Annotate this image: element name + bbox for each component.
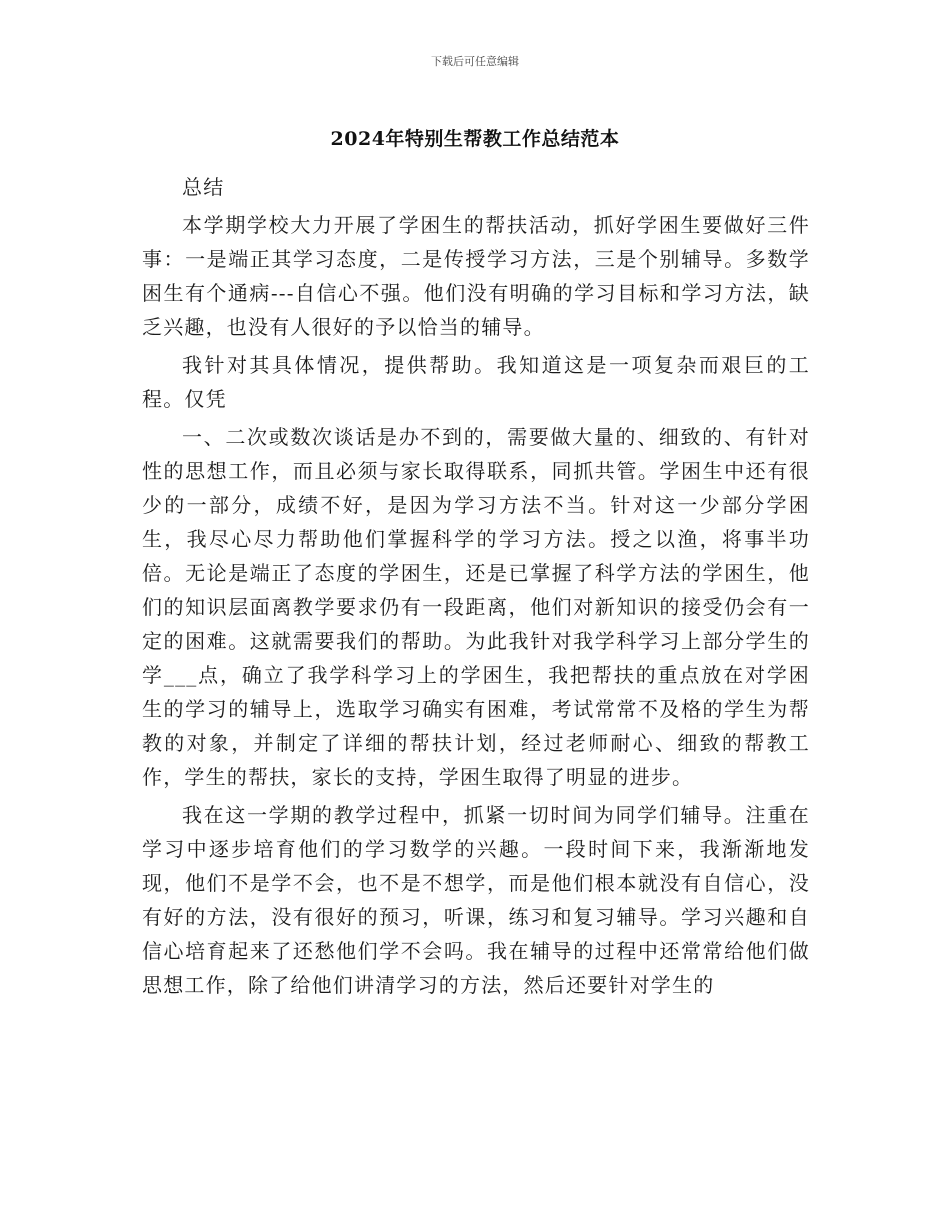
paragraph-3: 一、二次或数次谈话是办不到的，需要做大量的、细致的、有针对性的思想工作，而且必须与家长取得联系，同抓共管。学困生中还有很少的一部分，成绩不好，是因为学习方法不当。针对这一少部分学困生，我尽心尽力帮助他们掌握科学的学习方法。授之以渔，将事半功倍。无论是端正了态度的学困生，还是已掌握了科学方法的学困生，他们的知识层面离教学要求仍有一段距离，他们对新知识的接受仍会有一定的困难。这就需要我们的帮助。为此我针对我学科学习上部分学生的学___点，确立了我学科学习上的学困生，我把帮扶的重点放在对学困生的学习的辅导上，选取学习确实有困难，考试常常不及格的学生为帮教的对象，并制定了详细的帮扶计划，经过老师耐心、细致的帮教工作，学生的帮扶，家长的支持，学困生取得了明显的进步。 (142, 425, 810, 789)
paragraph-1: 本学期学校大力开展了学困生的帮扶活动，抓好学困生要做好三件事：一是端正其学习态度，二是传授学习方法，三是个别辅导。多数学困生有个通病---自信心不强。他们没有明确的学习目标和学习方法，缺乏兴趣，也没有人很好的予以恰当的辅导。 (142, 213, 810, 339)
paragraph-2: 我针对其具体情况，提供帮助。我知道这是一项复杂而艰巨的工程。仅凭 (142, 353, 810, 411)
header-note: 下载后可任意编辑 (431, 55, 519, 68)
document-title: 2024年特别生帮教工作总结范本 (330, 128, 620, 150)
paragraph-4: 我在这一学期的教学过程中，抓紧一切时间为同学们辅导。注重在学习中逐步培育他们的学习数学的兴趣。一段时间下来，我渐渐地发现，他们不是学不会，也不是不想学，而是他们根本就没有自信心，没有好的方法，没有很好的预习，听课，练习和复习辅导。学习兴趣和自信心培育起来了还愁他们学不会吗。我在辅导的过程中还常常给他们做思想工作，除了给他们讲清学习的方法，然后还要针对学生的 (142, 803, 810, 997)
document-body (142, 170, 810, 1006)
paragraph-summary-heading: 总结 (182, 175, 225, 199)
